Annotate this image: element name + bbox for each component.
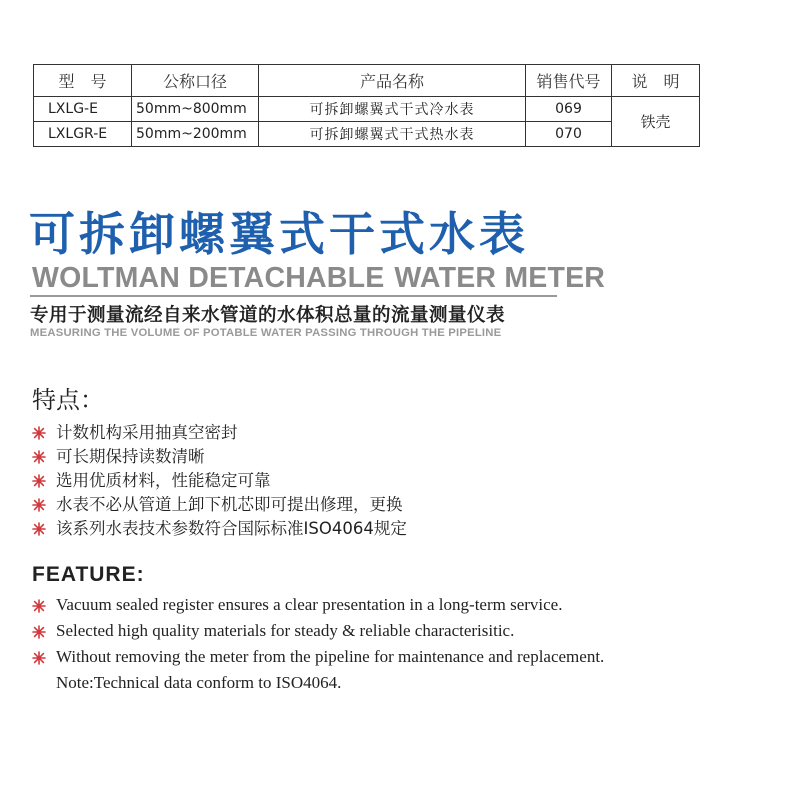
- red-star-bullet-icon: [32, 651, 46, 665]
- header-model: 型 号: [34, 65, 132, 97]
- feature-cn-text: 计数机构采用抽真空密封: [56, 423, 238, 442]
- product-title-en-part1: WOLTMAN DETACHABLE: [32, 262, 385, 294]
- features-en-heading: FEATURE:: [32, 563, 145, 586]
- cell-diameter: 50mm~800mm: [132, 97, 259, 122]
- features-en-list: [32, 592, 604, 696]
- title-divider: [30, 295, 557, 297]
- cell-model: LXLG-E: [34, 97, 132, 122]
- cell-code: 070: [526, 122, 612, 147]
- red-star-bullet-icon: [32, 426, 46, 440]
- subtitle-en: MEASURING THE VOLUME OF POTABLE WATER PASSING THROUGH THE PIPELINE: [30, 327, 502, 339]
- list-item: [32, 421, 407, 445]
- cell-product-name: 可拆卸螺翼式干式冷水表: [259, 97, 526, 122]
- header-nominal-diameter: 公称口径: [132, 65, 259, 97]
- table-row: [34, 122, 700, 147]
- list-item: [32, 469, 407, 493]
- cell-model: LXLGR-E: [34, 122, 132, 147]
- feature-en-note: Note:Technical data conform to ISO4064.: [56, 673, 342, 692]
- feature-cn-text: 可长期保持读数清晰: [56, 447, 205, 466]
- list-item: [32, 517, 407, 541]
- list-item: [32, 670, 604, 696]
- red-star-bullet-icon: [32, 474, 46, 488]
- list-item: [32, 445, 407, 469]
- product-title-cn: 可拆卸螺翼式干式水表: [29, 207, 529, 261]
- red-star-bullet-icon: [32, 522, 46, 536]
- feature-cn-text: 选用优质材料，性能稳定可靠: [56, 471, 271, 490]
- header-remark: 说 明: [612, 65, 700, 97]
- subtitle-cn: 专用于测量流经自来水管道的水体积总量的流量测量仪表: [30, 305, 506, 326]
- feature-en-text: Selected high quality materials for steady & reliable characterisitic.: [56, 621, 515, 640]
- spec-table: [33, 64, 700, 147]
- features-cn-heading: 特点：: [32, 386, 104, 414]
- cell-diameter: 50mm~200mm: [132, 122, 259, 147]
- red-star-bullet-icon: [32, 599, 46, 613]
- red-star-bullet-icon: [32, 498, 46, 512]
- cell-code: 069: [526, 97, 612, 122]
- list-item: [32, 592, 604, 618]
- feature-en-text: Vacuum sealed register ensures a clear presentation in a long-term service.: [56, 595, 563, 614]
- red-star-bullet-icon: [32, 450, 46, 464]
- product-title-en: [32, 262, 605, 295]
- cell-remark: 铁壳: [612, 97, 700, 147]
- list-item: [32, 493, 407, 517]
- feature-cn-text: 该系列水表技术参数符合国际标准ISO4064规定: [56, 519, 407, 538]
- table-header-row: [34, 65, 700, 97]
- list-item: [32, 618, 604, 644]
- feature-en-text: Without removing the meter from the pipeline for maintenance and replacement.: [56, 647, 605, 666]
- header-sales-code: 销售代号: [526, 65, 612, 97]
- table-row: [34, 97, 700, 122]
- feature-cn-text: 水表不必从管道上卸下机芯即可提出修理，更换: [56, 495, 403, 514]
- header-product-name: 产品名称: [259, 65, 526, 97]
- cell-product-name: 可拆卸螺翼式干式热水表: [259, 122, 526, 147]
- features-cn-list: [32, 421, 407, 541]
- red-star-bullet-icon: [32, 625, 46, 639]
- list-item: [32, 644, 604, 670]
- product-title-en-part2: WATER METER: [394, 262, 606, 294]
